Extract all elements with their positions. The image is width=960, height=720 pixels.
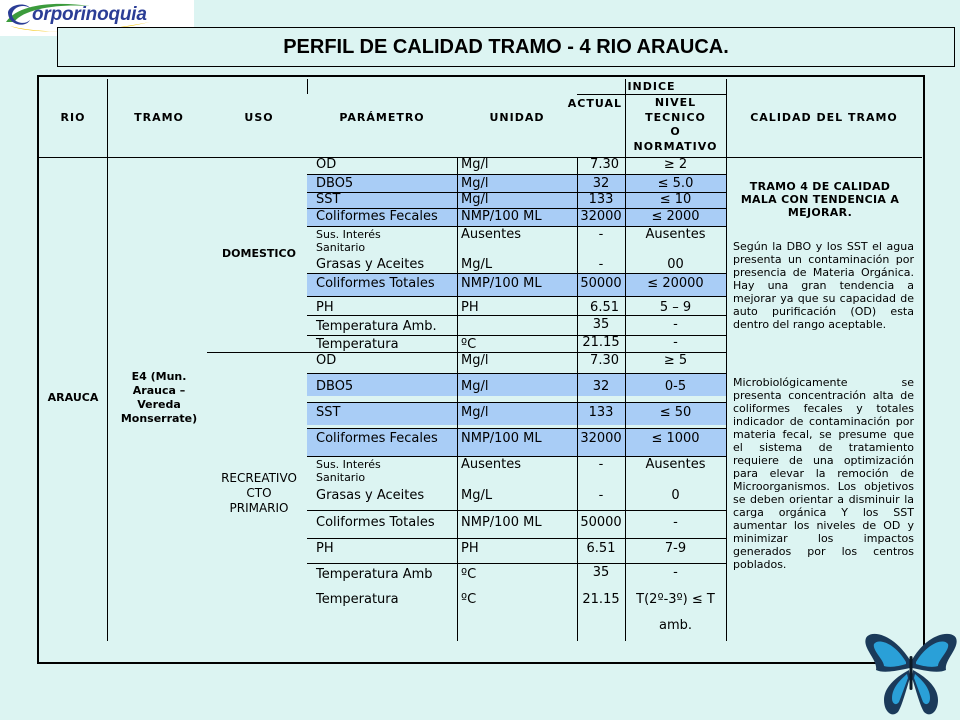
col-divider: [307, 79, 308, 94]
cell-unit: ºC: [461, 567, 477, 582]
cell-actual: 32: [592, 379, 610, 394]
cell-param: Coliformes Totales: [316, 276, 435, 291]
cell-actual: -: [598, 488, 604, 503]
cell-param: PH: [316, 300, 334, 315]
row-divider: [307, 402, 726, 403]
cell-nivel: ≥ 5: [663, 353, 688, 368]
calidad-title-line: MALA CON TENDENCIA A: [740, 193, 900, 206]
cell-unit: NMP/100 ML: [461, 276, 542, 291]
tramo-line: E4 (Mun.: [131, 370, 187, 383]
cell-param: Temperatura Amb: [316, 567, 433, 582]
cell-unit: Ausentes: [461, 457, 522, 472]
header-parametro: PARÁMETRO: [339, 111, 425, 124]
cell-actual: 21.15: [582, 592, 620, 607]
cell-actual: 50000: [580, 276, 622, 291]
cell-param: Sanitario: [316, 241, 366, 254]
row-divider: [307, 510, 726, 511]
calidad-paragraph-2: Microbiológicamente se presenta concentración alta de coliformes fecales y totales indicador de contaminación por materia fecal, se presume que el sistema de tratamiento requiere de una optimización para elevar la remoción de Microorganismos. Los objetivos se deben orientar a disminuir la carga orgánica Y los SST aumentar los niveles de OD y minimizar los impactos generados por los centros poblados.: [733, 376, 914, 571]
cell-actual: 6.51: [590, 300, 619, 315]
cell-nivel: -: [673, 515, 678, 530]
cell-unit: ºC: [461, 337, 477, 352]
cell-actual: 32000: [580, 431, 622, 446]
cell-unit: NMP/100 ML: [461, 209, 542, 224]
cell-nivel: ≥ 2: [663, 157, 688, 172]
cell-nivel: 0-5: [664, 379, 687, 394]
cell-unit: Ausentes: [461, 227, 522, 242]
cell-param: OD: [316, 157, 337, 172]
cell-actual: 50000: [580, 515, 622, 530]
uso-recreativo: [211, 471, 307, 516]
cell-param: Coliformes Fecales: [316, 431, 438, 446]
row-divider: [307, 296, 726, 297]
cell-nivel: 00: [667, 257, 684, 272]
tramo-line: Arauca –: [132, 384, 186, 397]
header-indice: INDICE: [627, 80, 676, 93]
cell-unit: NMP/100 ML: [461, 515, 542, 530]
cell-param: Sus. Interés: [316, 458, 381, 471]
cell-nivel: amb.: [658, 618, 692, 633]
cell-actual: 133: [588, 405, 614, 420]
row-divider: [307, 273, 726, 274]
cell-param: PH: [316, 541, 334, 556]
tramo-line: Vereda: [137, 398, 181, 411]
title-box: [57, 27, 955, 67]
header-calidad: CALIDAD DEL TRAMO: [750, 111, 898, 124]
cell-actual: 21.15: [582, 335, 620, 350]
logo-text: orporinoquia: [32, 4, 147, 25]
cell-actual: 7.30: [590, 353, 619, 368]
cell-unit: PH: [461, 300, 479, 315]
uso-recreativo-line: PRIMARIO: [229, 501, 289, 515]
row-divider: [307, 563, 726, 564]
cell-actual: -: [598, 257, 604, 272]
calidad-title: [730, 180, 910, 219]
cell-unit: Mg/l: [461, 157, 489, 172]
cell-nivel: 7-9: [664, 541, 687, 556]
cell-unit: NMP/100 ML: [461, 431, 542, 446]
cell-actual: 32000: [580, 209, 622, 224]
col-divider: [457, 157, 458, 641]
cell-param: Temperatura: [316, 337, 399, 352]
col-divider: [107, 79, 108, 641]
cell-param: Coliformes Fecales: [316, 209, 438, 224]
header-uso: USO: [244, 111, 274, 124]
header-nivel-2: TECNICO: [645, 111, 706, 124]
cell-param: DBO5: [316, 176, 354, 191]
cell-nivel: ≤ 50: [659, 405, 692, 420]
cell-nivel: -: [673, 335, 678, 350]
cell-param: SST: [316, 192, 341, 207]
col-divider: [726, 79, 727, 641]
cell-actual: 7.30: [590, 157, 619, 172]
tramo-value: [107, 370, 211, 426]
cell-param: Grasas y Aceites: [316, 488, 425, 503]
cell-unit: PH: [461, 541, 479, 556]
cell-actual: -: [598, 457, 604, 472]
uso-recreativo-line: CTO: [246, 486, 272, 500]
uso-recreativo-line: RECREATIVO: [221, 471, 297, 485]
calidad-paragraph-1: Según la DBO y los SST el agua presenta un contaminación por presencia de Materia Orgánica. Hay una gran tendencia a mejorar ya que su capacidad de auto purificación (OD) esta dentro del rango aceptable.: [733, 240, 914, 331]
cell-nivel: T(2º-3º) ≤ T: [636, 592, 715, 607]
indice-divider: [577, 94, 726, 95]
header-rio: RIO: [60, 111, 86, 124]
cell-actual: 6.51: [586, 541, 616, 556]
row-divider: [307, 428, 726, 429]
header-unidad: UNIDAD: [489, 111, 545, 124]
cell-actual: 133: [588, 192, 614, 207]
cell-param: Temperatura: [316, 592, 399, 607]
cell-param: SST: [316, 405, 341, 420]
cell-nivel: ≤ 5.0: [657, 176, 694, 191]
cell-actual: -: [598, 227, 604, 242]
tramo-line: Monserrate): [120, 412, 198, 425]
row-divider: [307, 538, 726, 539]
cell-actual: 35: [592, 565, 610, 580]
cell-param: Sanitario: [316, 471, 366, 484]
cell-nivel: 0: [671, 488, 680, 503]
cell-actual: 32: [592, 176, 610, 191]
cell-unit: Mg/l: [461, 405, 489, 420]
cell-nivel: Ausentes: [645, 227, 706, 242]
cell-unit: Mg/l: [461, 176, 489, 191]
header-tramo: TRAMO: [134, 111, 184, 124]
cell-param: Coliformes Totales: [316, 515, 435, 530]
calidad-title-line: MEJORAR.: [787, 206, 853, 219]
header-actual: ACTUAL: [567, 97, 622, 110]
cell-param: DBO5: [316, 379, 354, 394]
cell-nivel: ≤ 1000: [651, 431, 700, 446]
header-nivel-4: NORMATIVO: [633, 140, 718, 153]
uso-domestico: DOMESTICO: [222, 247, 296, 260]
header-nivel-3: O: [670, 125, 681, 138]
cell-unit: Mg/L: [461, 257, 493, 272]
cell-unit: Mg/l: [461, 192, 489, 207]
cell-unit: ºC: [461, 592, 477, 607]
cell-unit: Mg/l: [461, 353, 489, 368]
row-divider: [307, 174, 726, 175]
cell-unit: Mg/L: [461, 488, 493, 503]
cell-nivel: 5 – 9: [659, 300, 692, 315]
cell-nivel: -: [673, 565, 678, 580]
row-divider: [307, 315, 726, 316]
cell-param: Grasas y Aceites: [316, 257, 425, 272]
rio-value: ARAUCA: [47, 391, 99, 404]
cell-actual: 35: [592, 317, 610, 332]
header-nivel-1: NIVEL: [654, 96, 697, 109]
cell-nivel: ≤ 10: [659, 192, 692, 207]
cell-nivel: ≤ 20000: [647, 276, 704, 291]
butterfly-icon: [862, 630, 960, 720]
cell-param: OD: [316, 353, 337, 368]
cell-param: Sus. Interés: [316, 228, 381, 241]
cell-unit: Mg/l: [461, 379, 489, 394]
calidad-title-line: TRAMO 4 DE CALIDAD: [749, 180, 891, 193]
page-title: PERFIL DE CALIDAD TRAMO - 4 RIO ARAUCA.: [283, 36, 729, 58]
cell-nivel: Ausentes: [645, 457, 706, 472]
cell-nivel: -: [673, 317, 678, 332]
row-divider: [307, 373, 726, 374]
cell-nivel: ≤ 2000: [651, 209, 700, 224]
cell-param: Temperatura Amb.: [316, 319, 437, 334]
